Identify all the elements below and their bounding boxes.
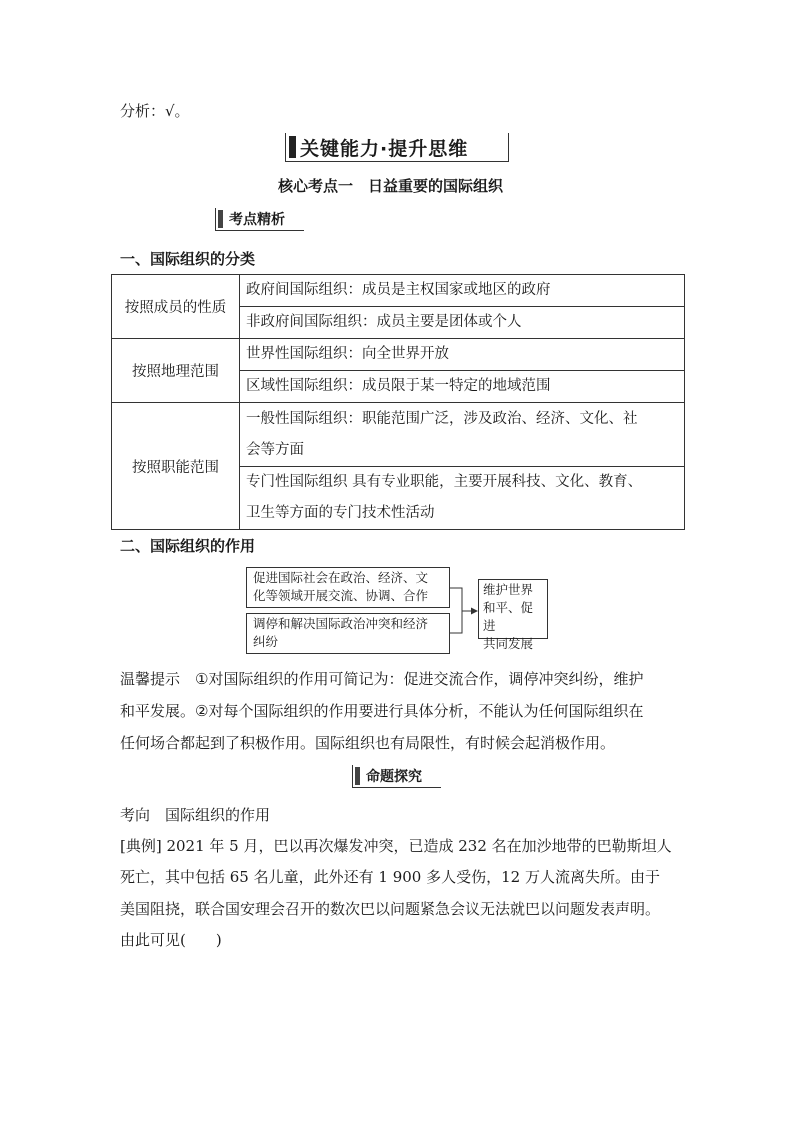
box-line: 维护世界 [483, 582, 534, 597]
category-cell: 按照地理范围 [112, 339, 240, 403]
banner-title: 关键能力·提升思维 [300, 137, 469, 160]
desc-line: 一般性国际组织：职能范围广泛，涉及政治、经济、文化、社 [246, 410, 638, 427]
sub-banner-bar [355, 767, 360, 785]
desc-line: 会等方面 [246, 441, 304, 458]
direction-line: 考向 国际组织的作用 [120, 806, 271, 824]
connector-top [450, 588, 476, 611]
desc-cell: 区域性国际组织：成员限于某一特定的地域范围 [240, 371, 685, 403]
tip-line: 温馨提示 ①对国际组织的作用可简记为：促进交流合作，调停冲突纠纷，维护 [120, 670, 644, 688]
connector-bottom [450, 611, 462, 633]
box-line: 和平、促进 [483, 600, 534, 633]
desc-cell: 世界性国际组织：向全世界开放 [240, 339, 685, 371]
box-line: 纠纷 [253, 634, 279, 649]
heading-classification: 一、国际组织的分类 [120, 250, 256, 268]
sub-banner-title: 命题探究 [366, 769, 422, 785]
example-line: [典例] 2021 年 5 月，巴以再次爆发冲突，已造成 232 名在加沙地带的巴勒斯坦人 [120, 837, 672, 855]
box-line: 调停和解决国际政治冲突和经济 [253, 616, 429, 631]
desc-line: 专门性国际组织 具有专业职能，主要开展科技、文化、教育、 [246, 474, 643, 490]
desc-line: 卫生等方面的专门技术性活动 [246, 505, 435, 521]
section-title: 核心考点一 日益重要的国际组织 [278, 177, 504, 195]
box-line: 促进国际社会在政治、经济、文 [253, 570, 429, 585]
category-cell: 按照职能范围 [112, 403, 240, 530]
sub-banner-exploration [352, 765, 441, 788]
desc-cell: 非政府间国际组织：成员主要是团体或个人 [240, 307, 685, 339]
sub-banner-title: 考点精析 [229, 212, 285, 228]
category-cell: 按照成员的性质 [112, 275, 240, 339]
analysis-line: 分析：√。 [120, 102, 190, 120]
example-line: 死亡，其中包括 65 名儿童，此外还有 1 900 多人受伤，12 万人流离失所。由于 [120, 868, 660, 886]
heading-functions: 二、国际组织的作用 [120, 537, 256, 555]
tip-line: 和平发展。②对每个国际组织的作用要进行具体分析，不能认为任何国际组织在 [120, 702, 644, 720]
box-line: 化等领域开展交流、协调、合作 [253, 588, 429, 603]
example-line: 由此可见( ) [120, 931, 222, 949]
tip-line: 任何场合都起到了积极作用。国际组织也有局限性，有时候会起消极作用。 [120, 734, 616, 752]
arrow-head [471, 608, 478, 615]
example-line: 美国阻挠，联合国安理会召开的数次巴以问题紧急会议无法就巴以问题发表声明。 [120, 900, 661, 918]
box-line: 共同发展 [483, 636, 534, 651]
desc-cell: 政府间国际组织：成员是主权国家或地区的政府 [240, 275, 685, 307]
